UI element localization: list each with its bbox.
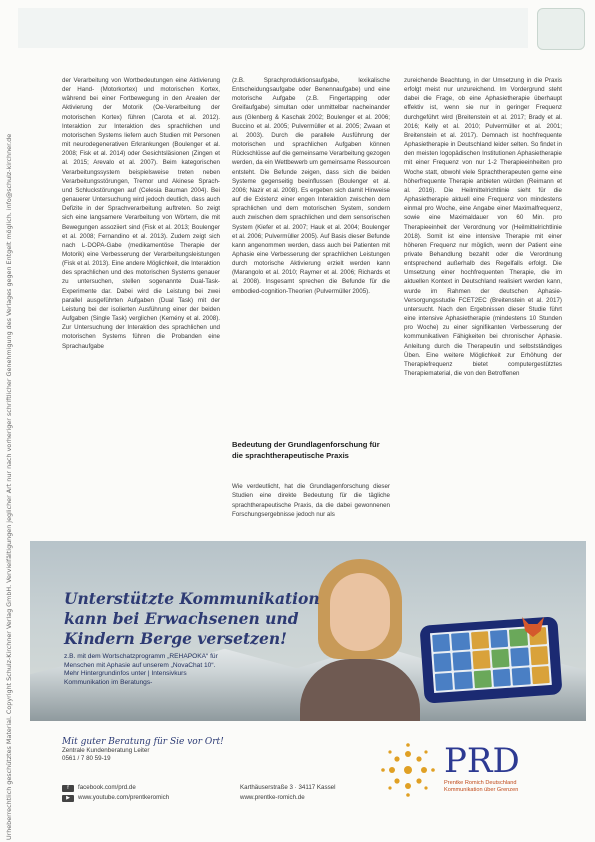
footer-sub-2: 0561 / 7 80 59-19: [62, 755, 111, 762]
section-tab: [537, 8, 585, 50]
ad-body-line-1: z.B. mit dem Wortschatzprogramm „REHAPOKA“ für: [64, 653, 218, 660]
ad-body-line-3: Mehr Hintergrundinfos unter | Intensivkurs: [64, 670, 187, 678]
torso-shape: [300, 659, 420, 721]
address-text: Karthäuserstraße 3 · 34117 Kassel: [240, 784, 336, 791]
copyright-side-text: Urheberrechtlich geschütztes Material. Copyright Schulz-Kirchner Verlag GmbH. Vervielfältigungen jeglicher Art nur nach vorheriger schriftlicher Genehmigung des Verlages gegen Entgelt möglich. info@schulz-kirchner.de: [5, 133, 13, 840]
tablet-device-icon: [419, 616, 562, 703]
article-column-2-text: (z.B. Sprachproduktionsaufgabe, lexikalische Entscheidungsaufgabe oder Benennaufgabe) und eine motorische Aufgabe (z.B. Fingertapping oder Greifaufgabe) simultan oder unmittelbar nacheinander aus (Glenberg & Kaschak 2002; Boulenger et al. 2006; Buccino et al. 2005; Pulvermüller et al. 2005; Zwaan et al. 2003). Durch die parallele Ausführung der motorischen und sprachlichen Aufgaben können Rückschlüsse auf die gemeinsame Verarbeitung gezogen werden, da ein Wettbewerb um gemeinsame Ressourcen entsteht. Die Befunde zeigen, dass sich die beiden Systeme gegenseitig beeinflussen (Boulenger et al. 2006; Nazir et al. 2008). Es ergeben sich damit Hinweise auf die Existenz einer engen Interaktion zwischen dem sprachlichen und dem motorischen System, sondern auch zwischen dem sprachlichen und dem sensorischen System (Kiefer et al. 2007; Hauk et al. 2004; Boulenger et al. 2006; Pulvermüller 2005). Auf Basis dieser Befunde kann angenommen werden, dass auch bei Patienten mit Aphasie eine Verbesserung der sprachlichen Leistungen durch motorische Aktivierung erzielt werden kann (Marangolo et al. 2010; Raymer et al. 2006; Richards et al. 2008). Insgesamt sprechen die Befunde für die embodied-cognition-Theorien (Pulvermüller 2005).: [232, 77, 390, 295]
youtube-link[interactable]: www.youtube.com/prentkeromich: [78, 794, 170, 801]
youtube-row[interactable]: [62, 793, 242, 803]
ad-body-text: [64, 653, 294, 687]
article-column-2-continued: [232, 476, 390, 536]
website-link[interactable]: www.prentke-romich.de: [240, 794, 305, 801]
copyright-side-notice: [5, 40, 17, 840]
page-header-band: [18, 8, 528, 48]
article-column-1: [62, 76, 220, 536]
facebook-row[interactable]: [62, 783, 242, 793]
brand-tagline-1: Prentke Romich Deutschland: [444, 780, 517, 786]
footer-advice: [62, 737, 262, 763]
facebook-link[interactable]: facebook.com/prd.de: [78, 784, 136, 791]
footer-title: Mit guter Beratung für Sie vor Ort!: [62, 737, 224, 747]
brand-wordmark: PRD: [444, 741, 520, 781]
facebook-icon: f: [62, 785, 74, 792]
ad-headline-line-1: Unterstützte Kommunikation: [64, 589, 320, 608]
sunburst-logo-icon: [378, 740, 438, 800]
article-column-1-text: der Verarbeitung von Wortbedeutungen eine Aktivierung der Hand- (Motorkortex) und motorischen Kortex, während bei einer Fortbewegung in den Arealen der Aktivierung der Motorik (Oe-Verarbeitung der motorischen Kortex) führen (Carota et al. 2012). Interaktion zur Interaktion des sprachlichen und motorischen Systems liefern auch Studien mit Personen mit neurodegenerativen Erkrankungen (Boulenger et al. 2008; Fisk et al. 2014) oder Gesichtsläsionen (Zingen et al. 2015; Arevalo et al. 2007). Beim kategorischen Verarbeitungssystem beispielsweise treten neben Verarbeitungsstörungen, Tremor und Akinese Sprach- und Schluckstörungen auf (Celesia Bauman 2004). Bei genauerer Untersuchung wird jedoch deutlich, dass auch Defizite in der Sprachverarbeitung auftreten. So zeigt sich eine langsamere Verarbeitung von Wörtern, die mit Bewegungen assoziiert sind (Fisk et al. 2013; Boulenger et al. 2008; Fernandino et al. 2013). Zudem zeigt sich nach L-DOPA-Gabe (medikamentöse Therapie der Motorik) eine Verbesserung der Verarbeitungsleistungen (Fisk et al. 2013). Eine andere Möglichkeit, die Interaktion des sprachlichen und des motorischen Systems genauer zu untersuchen, stellen sogenannte Dual-Task-Experimente dar. Dabei wird die Leistung bei zwei parallel ausgeführten Aufgaben (Dual Task) mit der Leistung bei der isolierten Ausführung einer der beiden Aufgaben (Single Task) verglichen (Kemény et al. 2008). Zur Untersuchung der Interaktion des sprachlichen und motorischen Systems führen die Probanden eine Sprachaufgabe: [62, 77, 220, 350]
ad-body-line-4: Kommunikation im Beratungs-: [64, 678, 153, 686]
footer-sub-1: Zentrale Kundenberatung Leiter: [62, 747, 150, 754]
article-column-2b-text: Wie verdeutlicht, hat die Grundlagenforschung dieser Studien eine direkte Bedeutung für die tägliche sprachtherapeutische Praxis, da die dabei gewonnenen Forschungsergebnisse jedoch nur als: [232, 483, 390, 518]
article-column-3-text: zureichende Beachtung, in der Umsetzung in die Praxis erfolgt meist nur unzureichend. Im Vordergrund steht dabei die Frage, ob eine Aphasietherapie überhaupt effektiv ist, wenn sie nur in geringer Frequenz durchgeführt wird (Breitenstein et al. 2017; Brady et al. 2016; Kelly et al. 2010; Pulvermüller et al. 2001; Breitenstein et al. 2017). Demnach ist hochfrequente Aphasietherapie in Deutschland leider selten. So findet in den meisten logopädischen Institutionen Aphasietherapie mit einer Frequenz von nur 1-2 Therapieeinheiten pro Woche statt, obwohl viele Sprachtherapeuten gerne eine höherfrequente Therapie anbieten würden (Reimann et al. 2016). Die Heilmittelrichtlinie sieht für die Aphasietherapie aktuell eine Frequenz von mindestens einmal pro Woche, eine Angabe einer Maximalfrequenz, sowie eine Maximaldauer von 60 Min. pro Therapieeinheit der Verordnung vor (Heilmittelrichtlinie 2018). Somit ist eine intensive Therapie mit einer höheren Frequenz nur möglich, wenn der Patient eine private Behandlung bezahlt oder die Verordnung entsprechend außerhalb des Regelfalls erfolgt. Die Umsetzung einer hochfrequenten Therapie, die im aktuellen Kontext in Deutschland realisiert werden kann, wurde im Rahmen der deutschen Aphasie-Versorgungsstudie FCET2EC (Breitenstein et al. 2017) untersucht. Nach den Ergebnissen dieser Studie führt eine intensive Aphasietherapie (mindestens 10 Stunden pro Woche) zu einer signifikanten Verbesserung der kommunikativen Fähigkeiten bei chronischer Aphasie. Anleitung durch die Therapeutin und selbstständiges Üben. Eine weitere Möglichkeit zur Erhöhung der Therapiefrequenz bietet computergestütztes Therapiematerial, die von den Betroffenen: [404, 77, 562, 377]
prd-logo[interactable]: [378, 740, 578, 800]
section-heading: Bedeutung der Grundlagenforschung für die sprachtherapeutische Praxis: [232, 440, 380, 460]
advertisement-banner[interactable]: [30, 541, 586, 721]
address-block: [240, 783, 390, 803]
ad-body-line-2: Menschen mit Aphasie auf unserem „NovaChat 10“.: [64, 661, 216, 669]
article-column-2: [232, 76, 390, 436]
brand-tagline-2: Kommunikation über Grenzen: [444, 787, 519, 793]
ad-headline-line-3: Kindern Berge versetzen!: [64, 629, 287, 648]
article-column-3: [404, 76, 562, 536]
social-links: [62, 783, 242, 803]
youtube-icon: ▶: [62, 795, 74, 802]
ad-headline: [64, 589, 364, 649]
ad-headline-line-2: kann bei Erwachsenen und: [64, 609, 299, 628]
brand-tagline: [444, 780, 584, 794]
